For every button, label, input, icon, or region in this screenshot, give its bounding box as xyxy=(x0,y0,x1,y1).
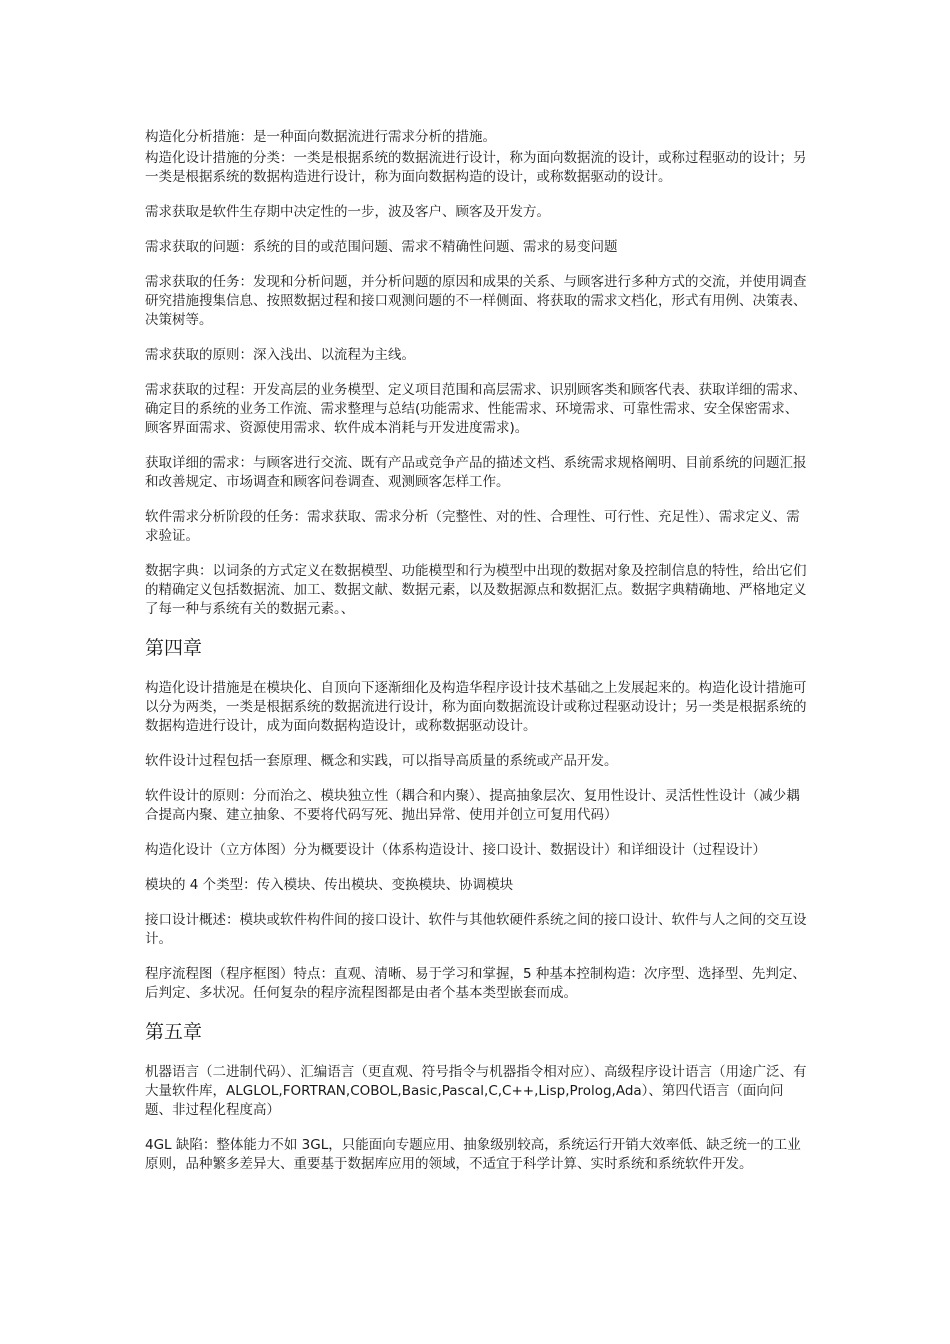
paragraph-design-process: 软件设计过程包括一套原理、概念和实践，可以指导高质量的系统或产品开发。 xyxy=(145,753,618,769)
paragraph-structured-analysis: 构造化分析措施：是一种面向数据流进行需求分析的措施。 xyxy=(145,129,496,145)
paragraph-programming-languages: 机器语言（二进制代码）、汇编语言（更直观、符号指令与机器指令相对应）、高级程序设计语言（用途广泛、有大量软件库，ALGLOL,FORTRAN,COBOL,Basic,Pascal,C,C++,Lisp,Prolog,Ada）、第四代语言（面向问题、非过程化程度高） xyxy=(145,1064,807,1118)
paragraph-interface-design: 接口设计概述：模块或软件构件间的接口设计、软件与其他软硬件系统之间的接口设计、软件与人之间的交互设计。 xyxy=(145,912,807,947)
paragraph-acquisition-problems: 需求获取的问题：系统的目的或范围问题、需求不精确性问题、需求的易变问题 xyxy=(145,239,618,255)
paragraph-structured-design-method: 构造化设计措施是在模块化、自顶向下逐渐细化及构造华程序设计技术基础之上发展起来的。构造化设计措施可以分为两类，一类是根据系统的数据流进行设计，称为面向数据流设计或称过程驱动设计；另一类是根据系统的数据构造进行设计，成为面向数据构造设计，或称数据驱动设计。 xyxy=(145,680,807,734)
paragraph-design-cube: 构造化设计（立方体图）分为概要设计（体系构造设计、接口设计、数据设计）和详细设计（过程设计） xyxy=(145,842,766,858)
paragraph-design-principles: 软件设计的原则：分而治之、模块独立性（耦合和内聚）、提高抽象层次、复用性设计、灵活性性设计（减少耦合提高内聚、建立抽象、不要将代码写死、抛出异常、使用并创立可复用代码） xyxy=(145,788,800,823)
paragraph-structured-design-classification: 构造化设计措施的分类：一类是根据系统的数据流进行设计，称为面向数据流的设计，或称过程驱动的设计；另一类是根据系统的数据构造进行设计，称为面向数据构造的设计，或称数据驱动的设计。 xyxy=(145,150,807,185)
document-page xyxy=(145,128,810,1190)
paragraph-analysis-phase-tasks: 软件需求分析阶段的任务：需求获取、需求分析（完整性、对的性、合理性、可行性、充足性）、需求定义、需求验证。 xyxy=(145,509,800,544)
paragraph-acquisition-principles: 需求获取的原则：深入浅出、以流程为主线。 xyxy=(145,347,415,363)
paragraph-flowchart-features: 程序流程图（程序框图）特点：直观、清晰、易于学习和掌握，5 种基本控制构造：次序型、选择型、先判定、后判定、多状况。任何复杂的程序流程图都是由者个基本类型嵌套而成。 xyxy=(145,966,806,1001)
chapter-heading-5: 第五章 xyxy=(145,1021,203,1043)
paragraph-acquisition-process: 需求获取的过程：开发高层的业务模型、定义项目范围和高层需求、识别顾客类和顾客代表、获取详细的需求、确定目的系统的业务工作流、需求整理与总结(功能需求、性能需求、环境需求、可靠性需求、安全保密需求、顾客界面需求、资源使用需求、软件成本消耗与开发进度需求)。 xyxy=(145,382,807,436)
paragraph-requirements-acquisition: 需求获取是软件生存期中决定性的一步，波及客户、顾客及开发方。 xyxy=(145,204,550,220)
paragraph-detailed-requirements: 获取详细的需求：与顾客进行交流、既有产品或竞争产品的描述文档、系统需求规格阐明、目前系统的问题汇报和改善规定、市场调查和顾客问卷调查、观测顾客怎样工作。 xyxy=(145,455,807,490)
chapter-heading-4: 第四章 xyxy=(145,637,203,659)
paragraph-4gl-drawbacks: 4GL 缺陷：整体能力不如 3GL，只能面向专题应用、抽象级别较高，系统运行开销大效率低、缺乏统一的工业原则，品种繁多差异大、重要基于数据库应用的领域，不适宜于科学计算、实时系统和系统软件开发。 xyxy=(145,1137,801,1172)
paragraph-data-dictionary: 数据字典：以词条的方式定义在数据模型、功能模型和行为模型中出现的数据对象及控制信息的特性，给出它们的精确定义包括数据流、加工、数据文献、数据元素，以及数据源点和数据汇点。数据字典精确地、严格地定义了每一种与系统有关的数据元素。、 xyxy=(145,563,807,617)
paragraph-module-types: 模块的 4 个类型：传入模块、传出模块、变换模块、协调模块 xyxy=(145,877,514,893)
paragraph-acquisition-tasks: 需求获取的任务：发现和分析问题，并分析问题的原因和成果的关系、与顾客进行多种方式的交流，并使用调查研究措施搜集信息、按照数据过程和接口观测问题的不一样侧面、将获取的需求文档化，形式有用例、决策表、决策树等。 xyxy=(145,274,807,328)
